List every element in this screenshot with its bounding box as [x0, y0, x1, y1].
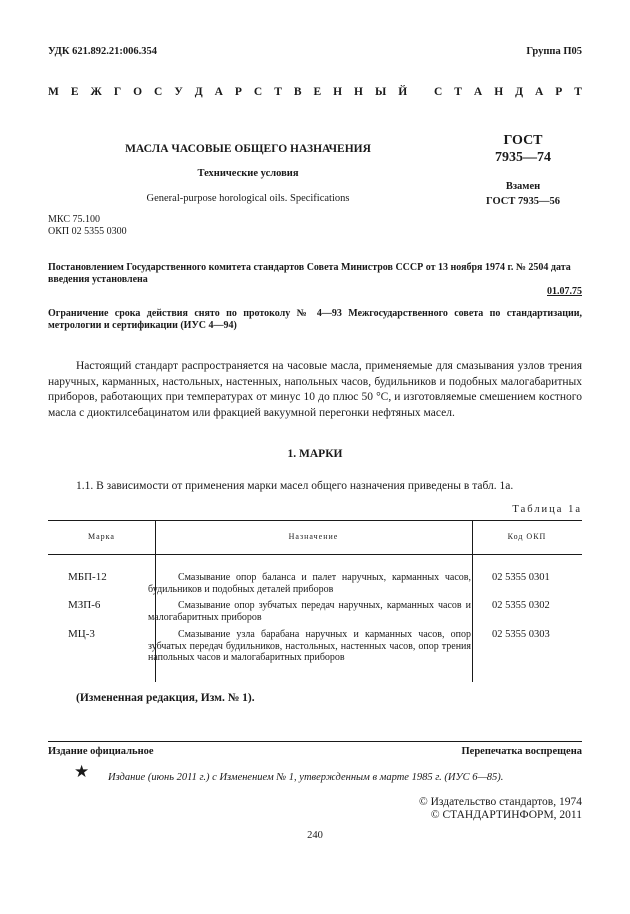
grade-mark: МБП-12 — [68, 571, 107, 583]
banner-letter: Е — [313, 86, 322, 98]
banner-letter: Т — [454, 86, 462, 98]
banner-letter: Р — [555, 86, 563, 98]
grades-table — [48, 520, 582, 682]
gost-number: 7935—74 — [495, 150, 551, 165]
banner-letter: Ж — [90, 86, 102, 98]
table-label: Таблица 1а — [512, 504, 582, 515]
grade-okp-code: 02 5355 0301 — [492, 572, 550, 583]
table-header-mark: Марка — [88, 532, 115, 541]
table-top-rule — [48, 520, 582, 521]
banner-letter — [419, 86, 422, 98]
grade-purpose: Смазывание опор баланса и палет наручных, карманных часов, будильников и подобных деталей приборов — [148, 572, 471, 595]
table-header-purpose: Назначение — [288, 532, 339, 541]
replaces-value: ГОСТ 7935—56 — [486, 196, 560, 207]
banner-letter: М — [48, 86, 59, 98]
page-number: 240 — [307, 830, 323, 841]
table-col-divider — [472, 520, 473, 682]
english-title: General-purpose horological oils. Specifications — [146, 193, 350, 204]
banner-letter: А — [535, 86, 544, 98]
banner-letter: Н — [494, 86, 504, 98]
copyright-standartinform: © СТАНДАРТИНФОРМ, 2011 — [430, 809, 582, 821]
banner-letter: Т — [274, 86, 282, 98]
udk-code: УДК 621.892.21:006.354 — [48, 46, 157, 57]
gost-label: ГОСТ — [503, 133, 543, 148]
banner-letter: Р — [234, 86, 242, 98]
banner-letter: Ы — [374, 86, 387, 98]
classification-codes — [48, 214, 127, 238]
interstate-standard-banner — [48, 86, 582, 98]
grade-okp-code: 02 5355 0303 — [492, 629, 550, 640]
mks-code: МКС 75.100 — [48, 214, 100, 225]
banner-letter: А — [214, 86, 223, 98]
star-icon: ★ — [74, 762, 90, 781]
banner-letter: Й — [398, 86, 408, 98]
banner-letter: В — [293, 86, 302, 98]
banner-letter: Д — [194, 86, 203, 98]
banner-letter: С — [433, 86, 443, 98]
document-subtitle: Технические условия — [197, 168, 299, 179]
group-code: Группа П05 — [526, 46, 582, 57]
copyright-publisher: © Издательство стандартов, 1974 — [418, 796, 582, 808]
footer-rule — [48, 741, 582, 742]
edition-info: Издание (июнь 2011 г.) с Изменением № 1, утвержденным в марте 1985 г. (ИУС 6—85). — [108, 772, 504, 783]
replaces-label: Взамен — [505, 181, 541, 192]
banner-letter: Г — [113, 86, 122, 98]
banner-letter: С — [253, 86, 263, 98]
introduction-date: 01.07.75 — [547, 286, 582, 297]
changed-edition-note: (Измененная редакция, Изм. № 1). — [76, 692, 255, 704]
official-edition-label: Издание официальное — [48, 746, 154, 757]
grade-purpose: Смазывание опор зубчатых передач наручных, карманных часов и малогабаритных приборов — [148, 600, 471, 623]
limitation-note: Ограничение срока действия снято по протоколу № 4—93 Межгосударственного совета по стандартизации, метрологии и сертификации (ИУС 4—94) — [48, 308, 582, 331]
document-title: МАСЛА ЧАСОВЫЕ ОБЩЕГО НАЗНАЧЕНИЯ — [125, 143, 371, 155]
banner-letter: С — [154, 86, 163, 98]
table-header-code: Код ОКП — [507, 532, 547, 541]
intro-paragraph: Настоящий стандарт распространяется на часовые масла, применяемые для смазывания узлов трения наручных, карманных, настольных, настенных, напольных часов, будильников и подобных малогабаритных приборов, работающих при температурах от минус 10 до плюс 50 °С, и изготовляемые смешением костного масла с диоктилсебацинатом или фракцией вакуумной перегонки нефтяных масел. — [48, 360, 582, 419]
banner-letter: Д — [515, 86, 524, 98]
banner-letter: Е — [70, 86, 79, 98]
reprint-prohibited-label: Перепечатка воспрещена — [461, 746, 582, 757]
banner-letter: Н — [333, 86, 343, 98]
grade-purpose: Смазывание узла барабана наручных и карманных часов, опор зубчатых передач будильников, настольных, настенных часов, опор трения напольных часов и малогабаритных приборов — [148, 629, 471, 663]
banner-letter: Т — [574, 86, 582, 98]
grade-mark: МЦ-3 — [68, 628, 95, 640]
grade-mark: МЗП-6 — [68, 599, 101, 611]
gost-number-block — [468, 132, 578, 166]
banner-letter: У — [174, 86, 183, 98]
table-header-rule — [48, 554, 582, 555]
banner-letter: Н — [354, 86, 363, 98]
grade-okp-code: 02 5355 0302 — [492, 600, 550, 611]
decree-text: Постановлением Государственного комитета стандартов Совета Министров СССР от 13 ноября 1974 г. № 2504 дата введения установлена — [48, 262, 571, 285]
section-title: 1. МАРКИ — [287, 448, 343, 460]
banner-letter: О — [133, 86, 143, 98]
okp-code: ОКП 02 5355 0300 — [48, 226, 127, 237]
banner-letter: А — [473, 86, 483, 98]
clause-1-1: 1.1. В зависимости от применения марки масел общего назначения приведены в табл. 1а. — [76, 480, 514, 492]
